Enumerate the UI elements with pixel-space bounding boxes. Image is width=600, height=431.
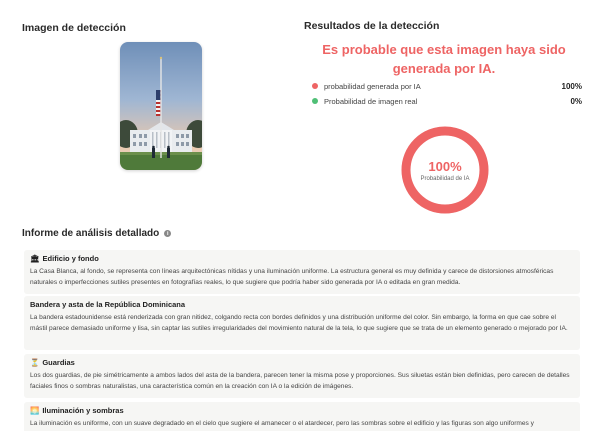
report-section-building — [24, 250, 580, 294]
detected-image — [120, 42, 202, 170]
report-title-text: Informe de análisis detallado — [22, 228, 160, 239]
verdict-text: Es probable que esta imagen haya sido generada por IA. — [322, 42, 566, 76]
section-text: Los dos guardias, de pie simétricamente a ambos lados del asta de la bandera, parecen tener la misma pose y proporciones. Sus siluetas están bien definidas, pero carecen de detalles faciales finos o sombras naturalistas, una característica común en la creación con IA o la edición de imágenes. — [30, 372, 570, 390]
section-text: La Casa Blanca, al fondo, se representa con líneas arquitectónicas nítidas y una iluminación uniforme. La estructura general es muy definida y carece de distorsiones atmosféricas naturales o imperfecciones sutiles presentes en fotografías reales, lo que sugiere que podría haber sido generada por IA o editada en gran medida. — [30, 268, 554, 286]
gauge-value: 100% — [428, 158, 462, 174]
building-icon: 🏛 — [30, 254, 40, 263]
detection-image-title: Imagen de detección — [22, 22, 126, 34]
ai-probability-label: probabilidad generada por IA — [324, 81, 421, 91]
report-title — [22, 228, 171, 239]
white-house-photo — [120, 42, 202, 170]
hourglass-icon: ⏳ — [30, 358, 40, 367]
report-section-lighting — [24, 402, 580, 431]
sunrise-icon: 🌅 — [30, 406, 40, 415]
section-title: Guardias — [42, 358, 75, 367]
ai-dot-icon — [312, 83, 318, 89]
ai-probability-gauge — [400, 125, 490, 215]
real-probability-row — [312, 95, 582, 107]
real-probability-value: 0% — [570, 96, 582, 106]
info-icon[interactable]: i — [164, 230, 171, 237]
report-section-flag — [24, 296, 580, 350]
gauge-label: Probabilidad de IA — [420, 175, 470, 182]
section-text: La iluminación es uniforme, con un suave degradado en el cielo que sugiere el amanecer o el atardecer, pero las sombras sobre el edificio y las figuras son algo uniformes y — [30, 420, 534, 427]
section-title: Iluminación y sombras — [42, 406, 124, 415]
detection-results-title: Resultados de la detección — [304, 20, 440, 32]
report-section-guards — [24, 354, 580, 398]
real-probability-label: Probabilidad de imagen real — [324, 96, 418, 106]
section-heading — [30, 358, 574, 367]
real-dot-icon — [312, 98, 318, 104]
ai-probability-value: 100% — [561, 81, 582, 91]
section-heading — [30, 300, 574, 309]
section-title: Bandera y asta de la República Dominicana — [30, 300, 186, 309]
section-heading — [30, 406, 574, 415]
section-text: La bandera estadounidense está renderizada con gran nitidez, colgando recta con bordes definidos y una distribución uniforme del color. Sin embargo, la forma en que cae sobre el mástil parece demasiado uniforme y lisa, sin captar las sutiles irregularidades del movimiento natural de la tela, lo que sugiere que se trata de un elemento generado o mejorado por IA. — [30, 314, 568, 332]
section-title: Edificio y fondo — [42, 254, 99, 263]
ai-probability-row — [312, 80, 582, 92]
section-heading — [30, 254, 574, 263]
